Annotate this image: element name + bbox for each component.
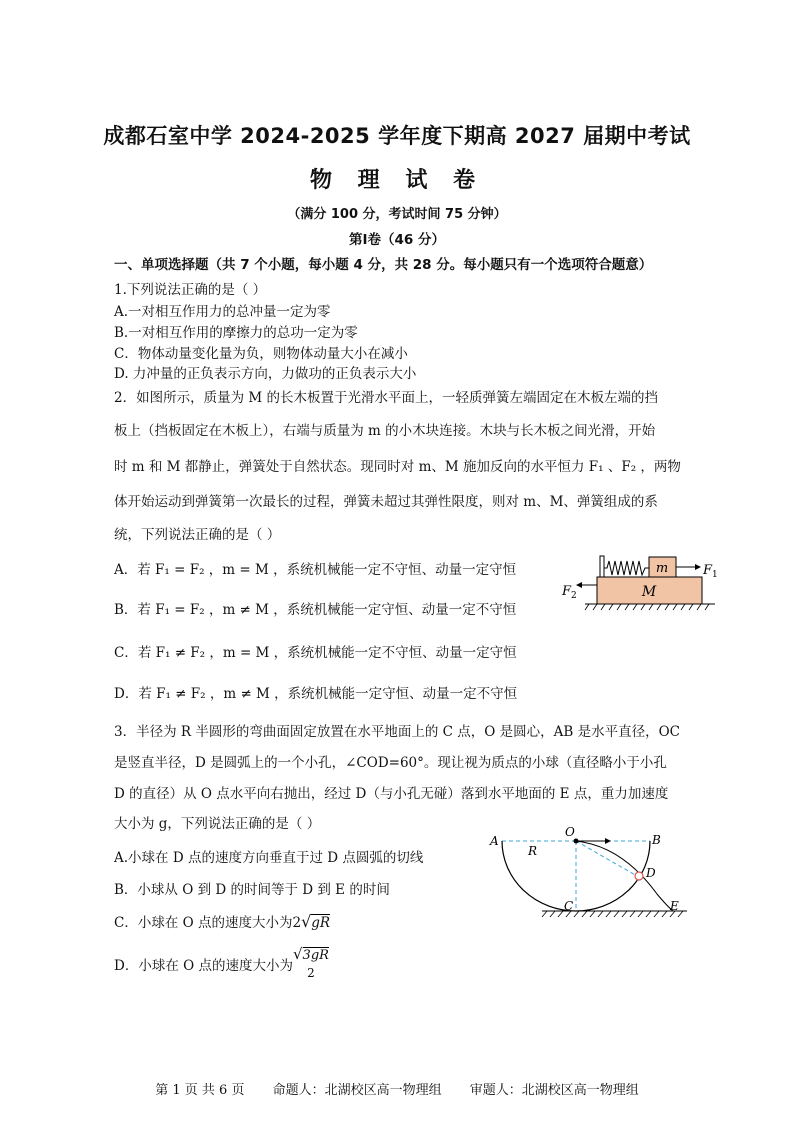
- q2-figure: [555, 548, 730, 616]
- q2-line-3: 时 m 和 M 都静止，弹簧处于自然状态。现同时对 m、M 施加反向的水平恒力 F₁ 、F₂ ，两物: [114, 459, 681, 475]
- q1-option-d: D. 力冲量的正负表示方向，力做功的正负表示大小: [114, 366, 417, 382]
- label-a: A: [490, 834, 499, 848]
- q2-line-4: 体开始运动到弹簧第一次最长的过程，弹簧未超过其弹性限度，则对 m、M、弹簧组成的系: [114, 494, 658, 510]
- footer-page-number: 第 1 页 共 6 页: [155, 1083, 245, 1098]
- label-d: D: [646, 866, 656, 880]
- q2-option-d: D．若 F₁ ≠ F₂ ，m ≠ M ，系统机械能一定守恒、动量一定不守恒: [114, 686, 518, 702]
- q2-option-a: A．若 F₁ = F₂ ，m = M ，系统机械能一定不守恒、动量一定守恒: [114, 562, 517, 578]
- force-left-arrowhead: [576, 582, 582, 588]
- q3-option-c-coef: 2: [292, 915, 302, 931]
- q3-line-3: D 的直径）从 O 点水平向右抛出，经过 D（与小孔无碰）落到水平地面的 E 点，重力加速度: [114, 786, 669, 802]
- footer-reviewer: 审题人：北湖校区高一物理组: [469, 1083, 639, 1098]
- q3-option-d-den: 2: [307, 966, 315, 980]
- q2-line-5: 统，下列说法正确的是（ ）: [114, 527, 281, 543]
- q3-option-a: A.小球在 D 点的速度方向垂直于过 D 点圆弧的切线: [114, 850, 424, 866]
- q2-line-1: 2．如图所示，质量为 M 的长木板置于光滑水平面上，一轻质弹簧左端固定在木板左端的挡: [114, 390, 658, 406]
- spring-icon: [604, 561, 649, 575]
- q1-stem: 1.下列说法正确的是（ ）: [114, 282, 267, 298]
- school-title: 成都石室中学 2024-2025 学年度下期高 2027 届期中考试: [103, 124, 691, 148]
- point-o: [574, 839, 579, 844]
- q1-option-c: C．物体动量变化量为负，则物体动量大小在减小: [114, 346, 408, 362]
- trajectory-curve: [576, 841, 673, 911]
- stop-plate: [600, 556, 604, 577]
- q2-line-2: 板上（挡板固定在木板上），右端与质量为 m 的小木块连接。木块与长木板之间光滑，开始: [114, 423, 656, 439]
- force-left-label: $F_2$: [562, 584, 577, 601]
- paper-title: 物 理 试 卷: [310, 168, 484, 193]
- q2-option-b: B．若 F₁ = F₂ ，m ≠ M ，系统机械能一定守恒、动量一定不守恒: [114, 602, 517, 618]
- big-block-label: M: [641, 584, 657, 600]
- q3-option-c-prefix: C．小球在 O 点的速度大小为: [114, 915, 293, 931]
- q3-figure: [487, 822, 697, 920]
- page-footer: [0, 1079, 794, 1098]
- q3-option-c: C．小球在 O 点的速度大小为2√gR: [114, 912, 331, 931]
- label-e: E: [670, 899, 679, 913]
- q3-option-b: B．小球从 O 到 D 的时间等于 D 到 E 的时间: [114, 882, 390, 898]
- q3-line-2: 是竖直半径，D 是圆弧上的一个小孔，∠COD=60°。现让视为质点的小球（直径略小于小孔: [114, 755, 667, 771]
- q2-option-c: C．若 F₁ ≠ F₂ ，m = M ，系统机械能一定不守恒、动量一定守恒: [114, 645, 517, 661]
- small-block-label: m: [655, 561, 669, 576]
- q3-option-d: D．小球在 O 点的速度大小为 √3gR 2: [114, 945, 329, 980]
- label-r: R: [528, 844, 538, 858]
- q1-option-a: A.一对相互作用力的总冲量一定为零: [114, 304, 331, 320]
- force-right-arrowhead: [695, 564, 701, 570]
- q3-option-d-prefix: D．小球在 O 点的速度大小为: [114, 958, 293, 974]
- q3-option-c-root: gR: [311, 915, 331, 931]
- footer-author: 命题人：北湖校区高一物理组: [272, 1083, 442, 1098]
- label-c: C: [564, 899, 574, 913]
- q3-option-d-root: 3gR: [302, 948, 329, 963]
- q3-line-1: 3．半径为 R 半圆形的弯曲面固定放置在水平地面上的 C 点，O 是圆心，AB 是水平直径，OC: [114, 724, 680, 740]
- section-heading: 一、单项选择题（共 7 个小题，每小题 4 分，共 28 分。每小题只有一个选项符合题意）: [114, 257, 653, 273]
- hole-d-icon: [635, 872, 643, 880]
- ground-hatch: [585, 604, 709, 610]
- radius-od: [576, 841, 637, 876]
- label-o: O: [565, 825, 575, 839]
- velocity-arrowhead: [605, 838, 611, 844]
- q1-option-b: B.一对相互作用的摩擦力的总功一定为零: [114, 325, 358, 341]
- force-right-label: $F_1$: [703, 563, 718, 580]
- volume-heading: 第Ⅰ卷（46 分）: [348, 232, 445, 248]
- q3-line-4: 大小为 g，下列说法正确的是（ ）: [114, 816, 321, 832]
- exam-info: （满分 100 分，考试时间 75 分钟）: [287, 207, 507, 222]
- label-b: B: [652, 833, 661, 847]
